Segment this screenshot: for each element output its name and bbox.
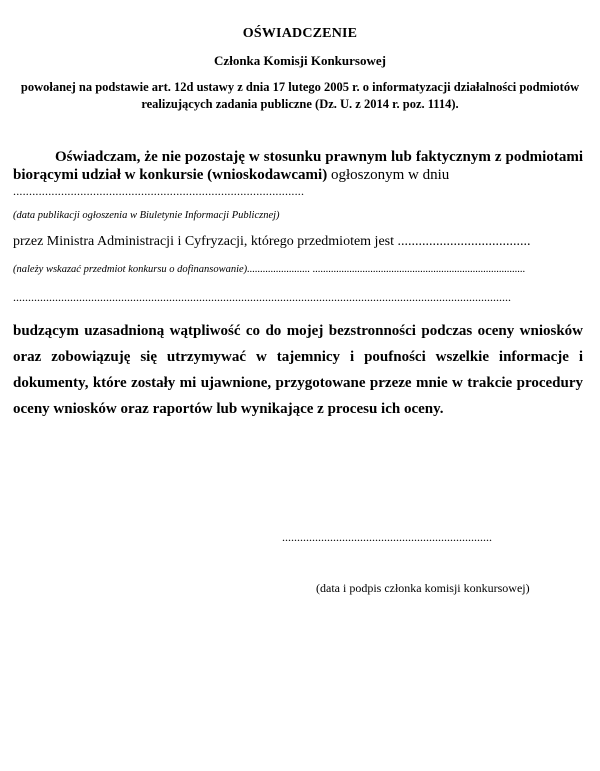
publication-date-note: (data publikacji ogłoszenia w Biuletynie Informacji Publicznej) (13, 210, 280, 221)
publication-date-field[interactable]: ........................................................................................... (13, 184, 305, 198)
declaration-lead-rest: ogłoszonym w dniu (327, 167, 450, 183)
document-subtitle: Członka Komisji Konkursowej (214, 53, 386, 68)
declaration-paragraph (13, 148, 583, 184)
legal-basis: powołanej na podstawie art. 12d ustawy z dnia 17 lutego 2005 r. o informatyzacji działalności podmiotów realizujących zadania publiczne (Dz. U. z 2014 r. poz. 1114). (20, 80, 580, 111)
declaration-lead: Oświadczam, że nie pozostaję w stosunku prawnym lub faktycznym z podmiotami biorącymi udział w konkursie (wnioskodawcami) (13, 149, 583, 183)
signature-label: (data i podpis członka komisji konkursowej) (316, 581, 530, 595)
document-title: OŚWIADCZENIE (242, 26, 358, 41)
ministry-line: przez Ministra Administracji i Cyfryzacji, którego przedmiotem jest ...................................... (13, 234, 531, 249)
obligation-paragraph: budzącym uzasadnioną wątpliwość co do mojej bezstronności podczas oceny wniosków oraz zobowiązuję się utrzymywać w tajemnicy i poufności wszelkie informacje i dokumenty, które zostały mi ujawnione, przygotowane przeze mnie w trakcie procedury oceny wniosków oraz raportów lub wynikające z procesu ich oceny. (13, 323, 583, 417)
subject-note: (należy wskazać przedmiot konkursu o dofinansowanie)........................ ................................................................................. (13, 264, 526, 275)
signature-field[interactable]: ...................................................................... (282, 530, 492, 544)
subject-field[interactable]: ...................................................................................................................................................................... (13, 290, 511, 304)
